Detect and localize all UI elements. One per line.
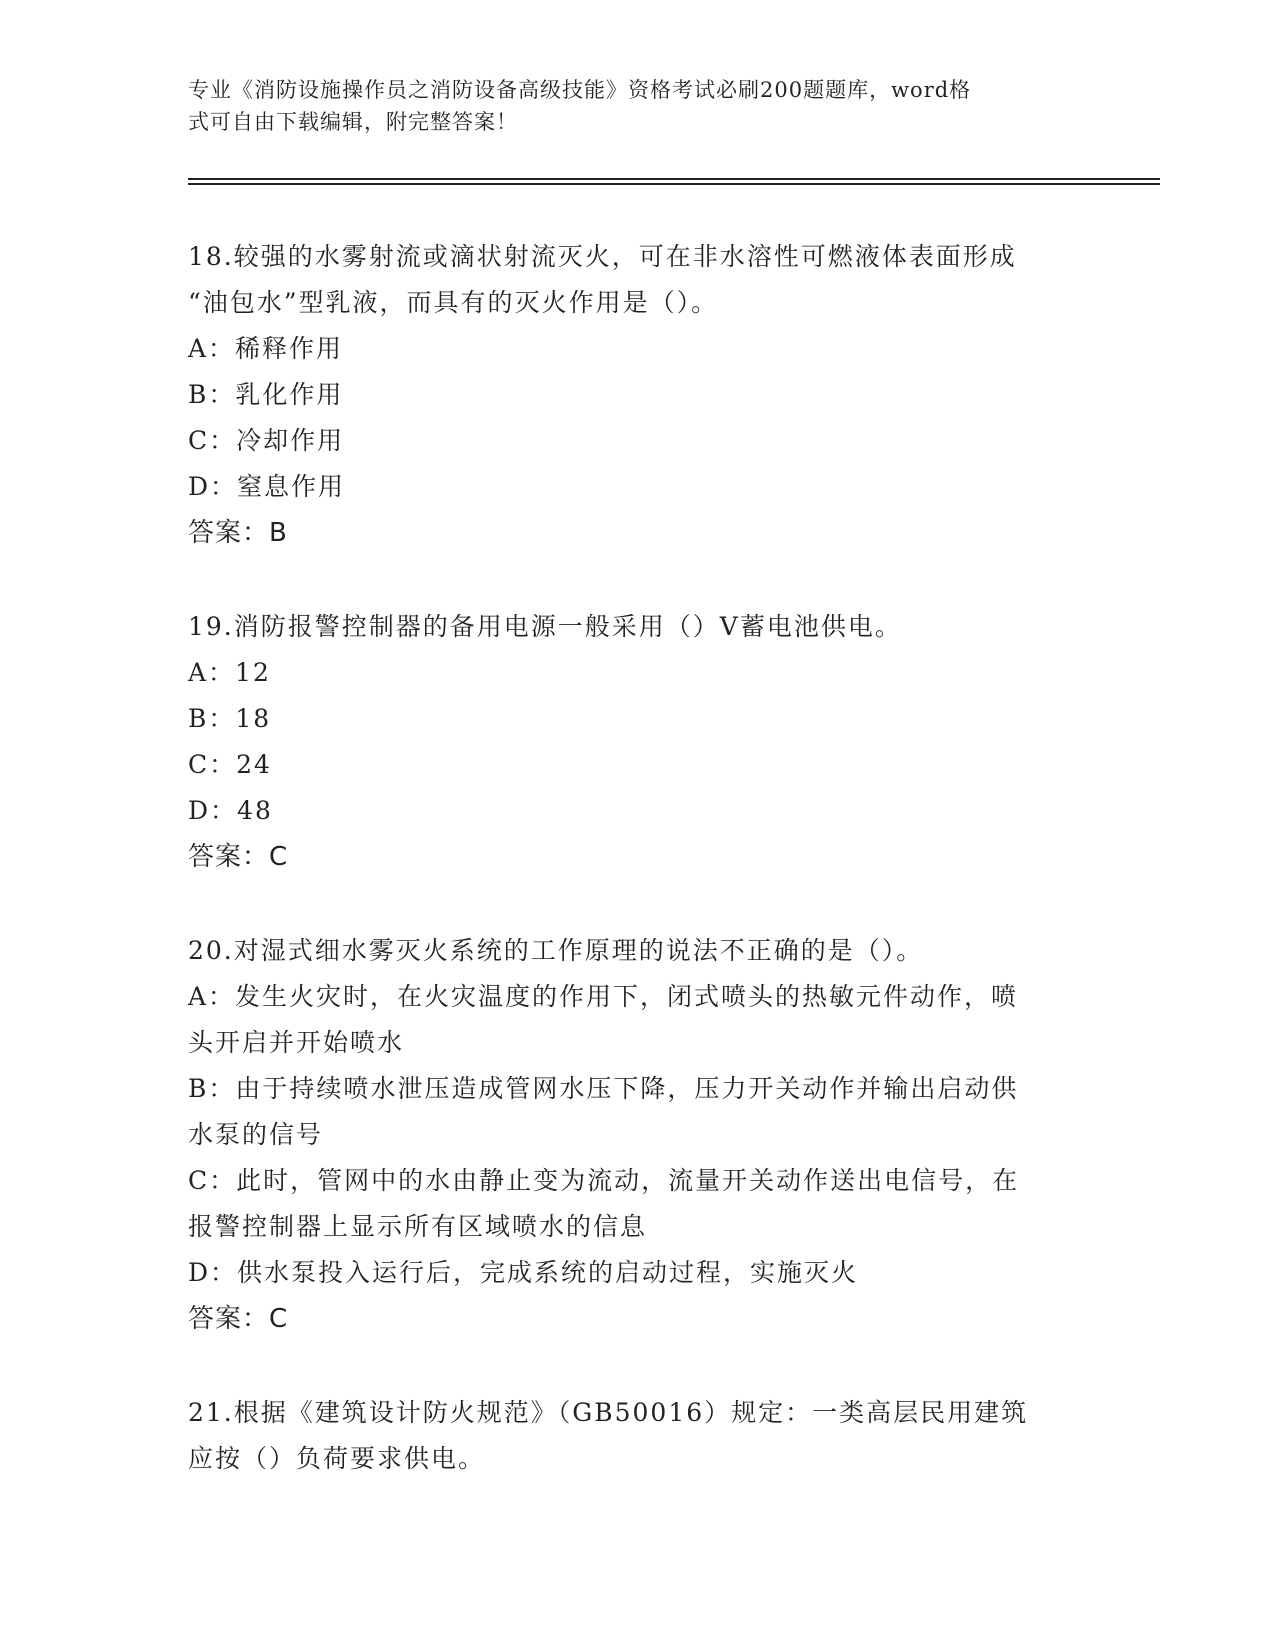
option-d: D：窒息作用 [188, 472, 346, 501]
question-18 [188, 234, 1088, 556]
header-line-2: 式可自由下载编辑，附完整答案！ [188, 110, 518, 134]
option-b-continued: 水泵的信号 [188, 1120, 324, 1149]
question-list [188, 234, 1088, 1482]
option-a-continued: 头开启并开始喷水 [188, 1028, 405, 1057]
option-d: D：48 [188, 796, 273, 825]
option-c-continued: 报警控制器上显示所有区域喷水的信息 [188, 1212, 648, 1241]
answer-text: 答案：C [188, 842, 289, 872]
answer-text: 答案：B [188, 518, 288, 548]
header-divider-top [188, 178, 1160, 180]
question-stem: 18.较强的水雾射流或滴状射流灭火，可在非水溶性可燃液体表面形成 [188, 242, 1017, 271]
option-a: A：稀释作用 [188, 334, 344, 363]
option-b: B：18 [188, 704, 272, 733]
header-line-1: 专业《消防设施操作员之消防设备高级技能》资格考试必刷200题题库，word格 [188, 78, 972, 102]
header-divider-bottom [188, 183, 1160, 185]
question-stem: 应按（）负荷要求供电。 [188, 1444, 486, 1473]
option-b: B：乳化作用 [188, 380, 344, 409]
question-stem: 20.对湿式细水雾灭火系统的工作原理的说法不正确的是（）。 [188, 936, 924, 965]
option-a: A：发生火灾时，在火灾温度的作用下，闭式喷头的热敏元件动作，喷 [188, 982, 1019, 1011]
option-c: C：24 [188, 750, 272, 779]
document-header [188, 74, 1068, 138]
option-c: C：此时，管网中的水由静止变为流动，流量开关动作送出电信号，在 [188, 1166, 1020, 1195]
option-d: D：供水泵投入运行后，完成系统的启动过程，实施灭火 [188, 1258, 859, 1287]
question-stem: 21.根据《建筑设计防火规范》（GB50016）规定：一类高层民用建筑 [188, 1398, 1029, 1427]
option-b: B：由于持续喷水泄压造成管网水压下降，压力开关动作并输出启动供 [188, 1074, 1019, 1103]
option-a: A：12 [188, 658, 271, 687]
answer-text: 答案：C [188, 1304, 289, 1334]
question-20 [188, 928, 1088, 1342]
question-19 [188, 604, 1088, 880]
question-21 [188, 1390, 1088, 1482]
question-stem: 19.消防报警控制器的备用电源一般采用（）V蓄电池供电。 [188, 612, 902, 641]
question-stem: “油包水”型乳液，而具有的灭火作用是（）。 [188, 288, 719, 317]
option-c: C：冷却作用 [188, 426, 345, 455]
